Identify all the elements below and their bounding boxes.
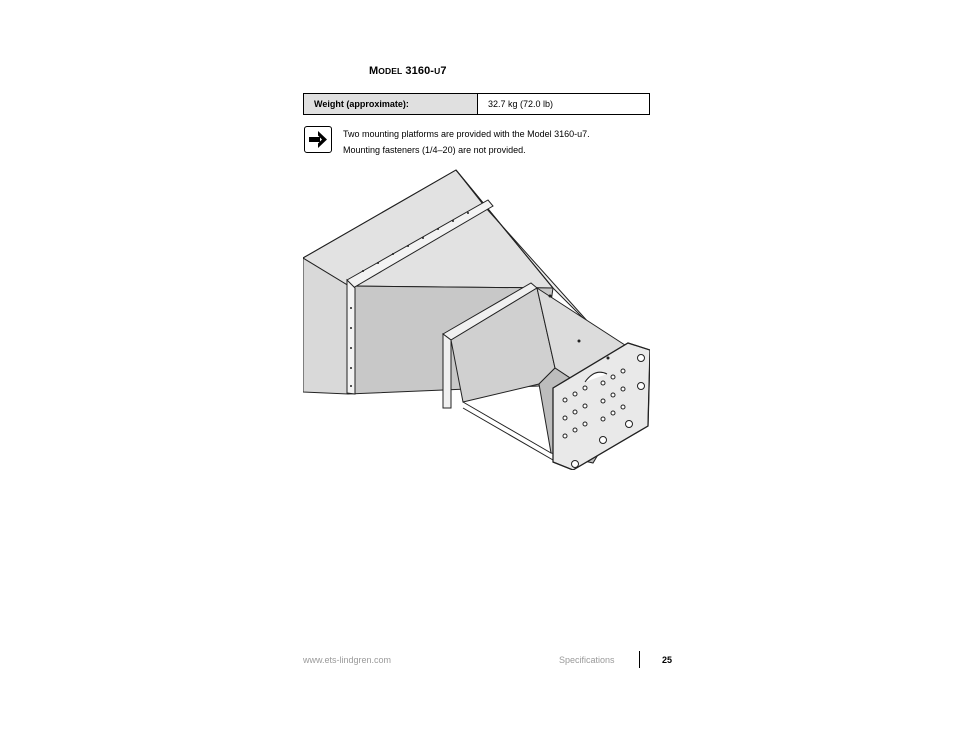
footer-section: Specifications (559, 655, 615, 665)
horn-antenna-figure (303, 168, 650, 470)
weight-value: 32.7 kg (72.0 lb) (488, 99, 554, 109)
weight-table (303, 93, 650, 115)
arrow-right-icon (304, 126, 332, 153)
model-heading: MODEL 3160-U7 (369, 65, 447, 77)
note-line-2: Mounting fasteners (1/4–20) are not provided. (343, 145, 526, 155)
weight-label: Weight (approximate): (304, 94, 478, 114)
page-number: 25 (662, 655, 673, 665)
footer-divider (639, 651, 640, 668)
note-line-1: Two mounting platforms are provided with the Model 3160-u7. (343, 129, 590, 139)
note-text (343, 126, 590, 158)
footer-url: www.ets-lindgren.com (303, 655, 392, 665)
